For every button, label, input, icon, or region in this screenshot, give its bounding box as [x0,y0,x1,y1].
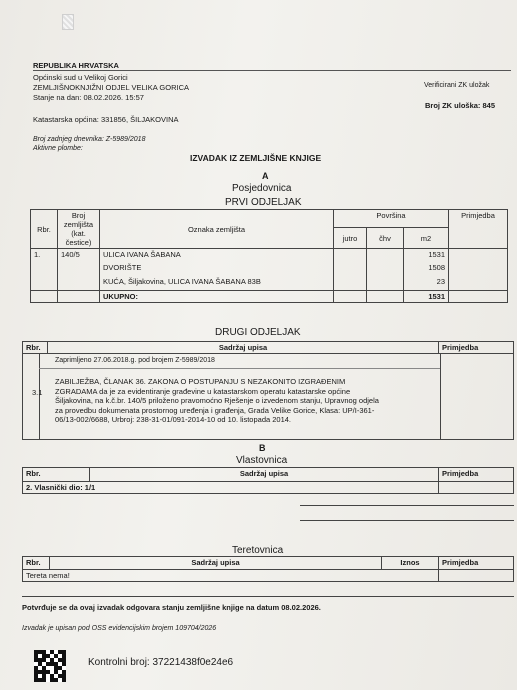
c-col-primjedba: Primjedba [439,557,514,570]
section-a-part1: PRVI ODJELJAK [225,197,302,208]
parcel-line-2: DVORIŠTE [100,262,334,276]
parcel-area-1: 1531 [404,249,449,263]
document-title: IZVADAK IZ ZEMLJIŠNE KNJIGE [190,153,322,163]
folio-number: Broj ZK uloška: 845 [425,101,496,110]
col-broj: Broj zemljišta (kat. čestice) [58,210,100,249]
c-col-rbr: Rbr. [23,557,50,570]
encumbrance-row: Tereta nema! [23,570,439,582]
c-col-sadrzaj: Sadržaj upisa [50,557,382,570]
total-area: 1531 [404,291,449,303]
ownership-row: 2. Vlasnički dio: 1/1 [23,482,439,494]
section-a-letter: A [262,171,269,181]
p2-col-sadrzaj: Sadržaj upisa [48,342,439,354]
last-diary: Broj zadnjeg dnevnika: Z-5989/2018 [33,136,146,143]
parcel-area-3: 23 [404,276,449,291]
col-povrsina: Površina [334,210,449,228]
active-seals: Aktivne plombe: [33,145,83,152]
parcel-line-3: KUĆA, Šiljakovina, ULICA IVANA ŠABANA 83B [100,276,334,291]
b-col-rbr: Rbr. [23,468,90,482]
confirmation-text: Potvrđuje se da ovaj izvadak odgovara stanju zemljišne knjige na datum 08.02.2026. [22,603,321,612]
p2-col-primjedba: Primjedba [439,342,514,354]
parcel-number: 140/5 [58,249,100,291]
section-a-name: Posjedovnica [232,183,292,194]
total-label: UKUPNO: [100,291,334,303]
p2-entry-number: 3.1 [32,388,43,397]
section-c-name: Teretovnica [232,545,284,556]
cadastral-municipality: Katastarska općina: 331856, ŠILJAKOVINA [33,115,179,124]
control-number: Kontrolni broj: 37221438f0e24e6 [88,657,234,668]
qr-code [34,650,66,682]
section-b-letter: B [259,443,266,453]
col-primjedba: Primjedba [449,210,508,249]
col-oznaka: Oznaka zemljišta [100,210,334,249]
oss-number: Izvadak je upisan pod OSS evidencijskim brojem 109704/2026 [22,625,217,632]
b-col-sadrzaj: Sadržaj upisa [90,468,439,482]
b-col-primjedba: Primjedba [439,468,514,482]
p2-col-rbr: Rbr. [23,342,48,354]
parcel-line-1: ULICA IVANA ŠABANA [100,249,334,263]
col-chv: čhv [367,228,404,249]
encumbrance-table [22,556,514,582]
court-name: Općinski sud u Velikoj Gorici [33,73,128,82]
col-rbr: Rbr. [31,210,58,249]
section-a-part2: DRUGI ODJELJAK [215,327,301,338]
ownership-table [22,467,514,494]
department-name: ZEMLJIŠNOKNJIŽNI ODJEL VELIKA GORICA [33,83,190,92]
c-col-iznos: Iznos [382,557,439,570]
p2-received: Zaprimljeno 27.06.2018.g. pod brojem Z-5989/2018 [55,357,215,364]
col-m2: m2 [404,228,449,249]
country-name: REPUBLIKA HRVATSKA [33,61,119,70]
land-parcels-table [30,209,508,303]
parcel-rbr: 1. [31,249,58,291]
section-b-name: Vlastovnica [236,455,288,466]
state-date: Stanje na dan: 08.02.2026. 15:57 [33,93,144,102]
p2-entry-text: ZABILJEŽBA, ČLANAK 36. ZAKONA O POSTUPANJU S NEZAKONITO IZGRAĐENIM ZGRADAMA da je za evidentiranje građevine u katastarskom operatu katastarske općine Šiljakovina, na k.č.br. 140/5 priloženo pravomoćno Rješenje o izvedenom stanju, Upravnog odjela za provedbu dokumenata prostornog uređenja i građenja, Grada Velike Gorice, Klasa: UP/I-361- 06/13-002/6688, Urbroj: 238-31-01/091-2014-10 od 10. listopada 2014. [55,377,379,425]
verified-label: Verificirani ZK uložak [424,82,490,89]
header-rule [33,70,511,71]
parcel-area-2: 1508 [404,262,449,276]
coat-of-arms-logo [62,14,74,30]
col-jutro: jutro [334,228,367,249]
